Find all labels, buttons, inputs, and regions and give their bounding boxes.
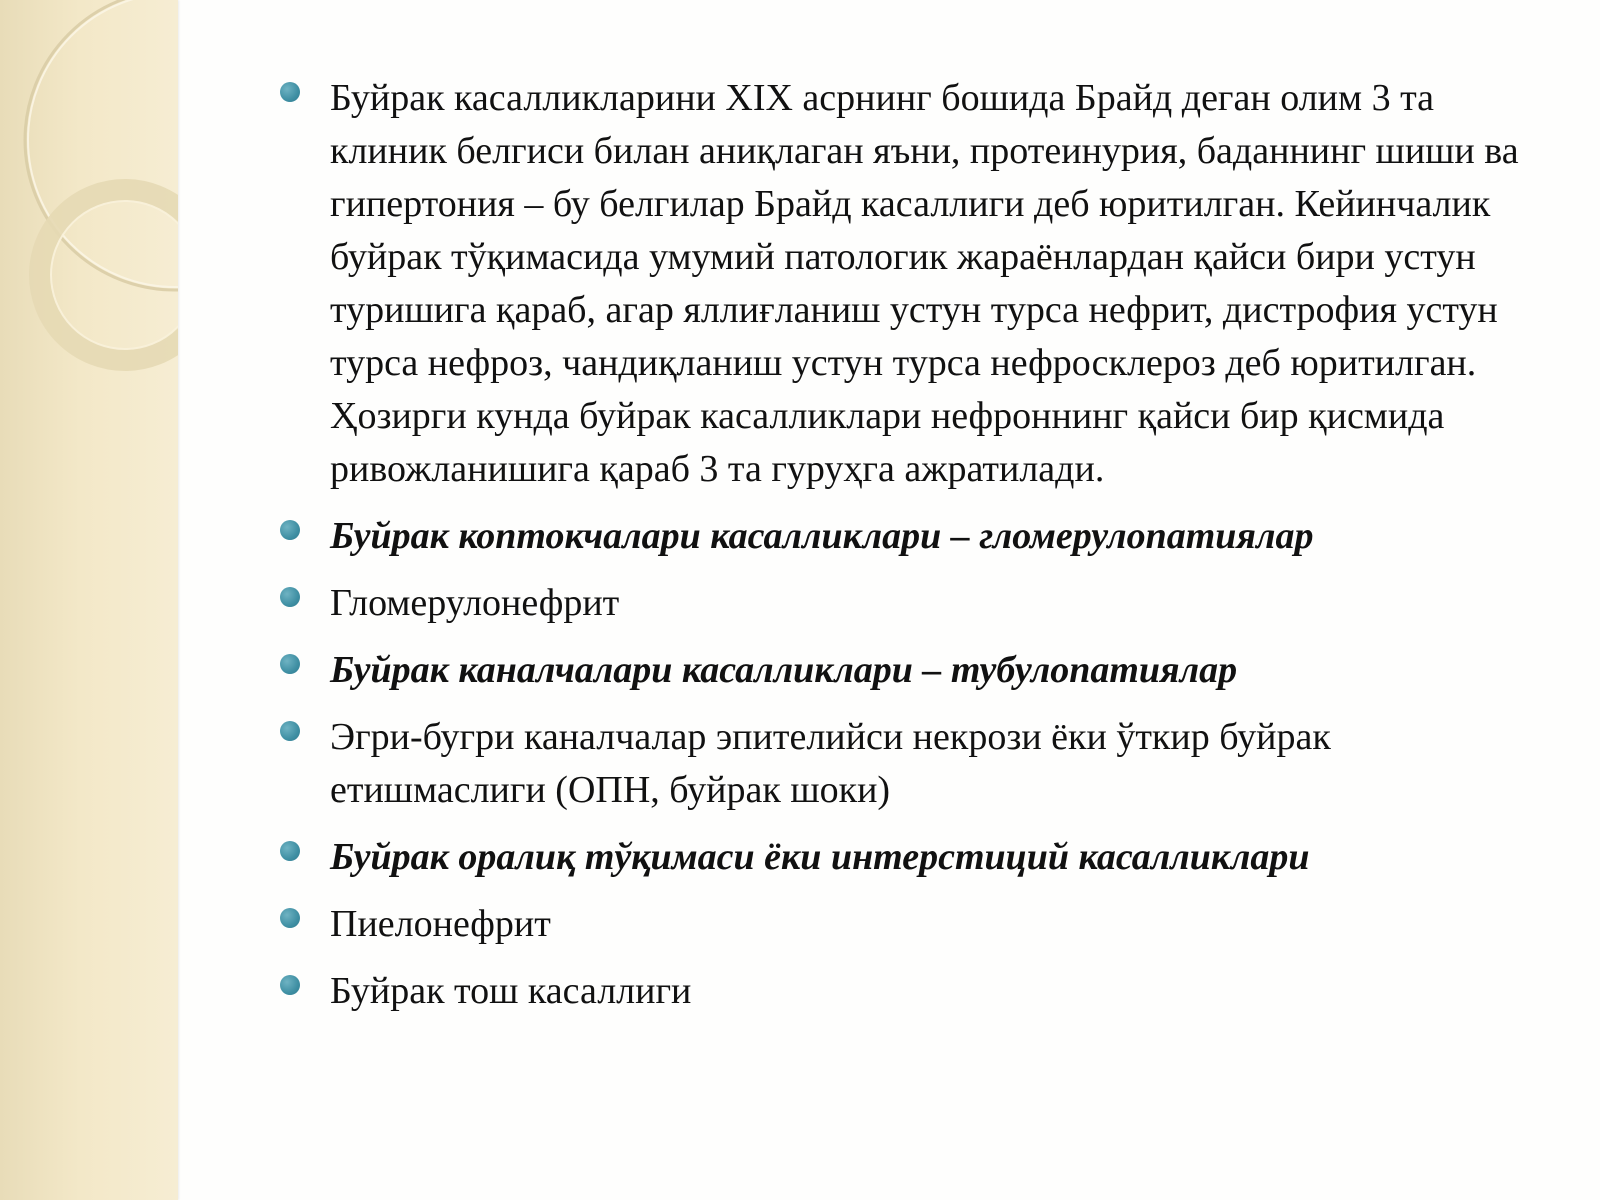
bullet-item-glomerulopathies [280,510,1550,563]
bullet-list [280,72,1550,1018]
bullet-item-interstitial-diseases [280,831,1550,884]
bullet-item-tubulopathies [280,644,1550,697]
decorative-rings-graphic [0,0,178,1200]
decorative-side-panel [0,0,178,1200]
bullet-dot-icon [280,841,300,861]
bullet-text: Эгри-бугри каналчалар эпителийси некрози ёки ўткир буйрак етишмаслиги (ОПН, буйрак шоки) [330,716,1331,811]
bullet-text: Буйрак касалликларини XIX асрнинг бошида Брайд деган олим 3 та клиник белгиси билан аниқлаган яъни, протеинурия, баданнинг шиши ва гипертония – бу белгилар Брайд касаллиги деб юритилган. Кейинчалик буйрак тўқимасида умумий патологик жараёнлардан қайси бири устун туришига қараб, агар яллиғланиш устун турса нефрит, дистрофия устун турса нефроз, чандиқланиш устун турса нефросклероз деб юритилган. Ҳозирги кунда буйрак касалликлари нефроннинг қайси бир қисмида ривожланишига қараб 3 та гуруҳга ажратилади. [330,77,1519,490]
bullet-text: Буйрак тош касаллиги [330,970,692,1012]
bullet-item-kidney-stones [280,965,1550,1018]
bullet-dot-icon [280,908,300,928]
bullet-dot-icon [280,587,300,607]
bullet-text: Буйрак каналчалари касалликлари – тубулопатиялар [330,649,1238,691]
bullet-text: Пиелонефрит [330,903,551,945]
bullet-item-glomerulonephritis [280,577,1550,630]
bullet-item-tubular-necrosis [280,711,1550,817]
bullet-text: Гломерулонефрит [330,582,620,624]
bullet-dot-icon [280,520,300,540]
bullet-text: Буйрак коптокчалари касалликлари – гломерулопатиялар [330,515,1314,557]
bullet-item-pyelonephritis [280,898,1550,951]
bullet-item-intro [280,72,1550,496]
bullet-dot-icon [280,721,300,741]
bullet-text: Буйрак оралиқ тўқимаси ёки интерстиций касалликлари [330,836,1310,878]
bullet-dot-icon [280,975,300,995]
bullet-dot-icon [280,654,300,674]
bullet-dot-icon [280,82,300,102]
slide-content [280,72,1550,1032]
